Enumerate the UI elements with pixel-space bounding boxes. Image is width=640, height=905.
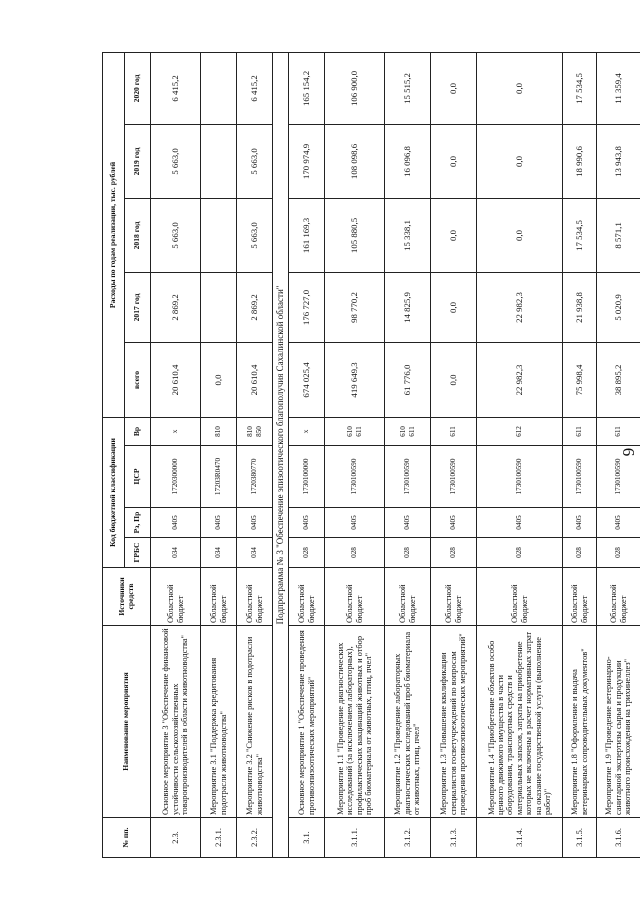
cell-rzpr: 0405: [563, 508, 597, 538]
cell-vr: 612: [477, 417, 563, 445]
cell-source: Областной бюджет: [325, 568, 385, 626]
cell-num: 3.1.1.: [325, 818, 385, 858]
rotated-page: [102, 53, 633, 858]
cell-source: Областной бюджет: [477, 568, 563, 626]
page-number: 6: [619, 447, 638, 457]
cell-csr: 1720380770: [237, 446, 273, 508]
header-vr: Вр: [125, 417, 151, 445]
cell-2019: 170 974,9: [289, 124, 325, 198]
cell-total: 0,0: [431, 342, 477, 417]
cell-name: Мероприятие 1.3 "Повышение квалификации специалистов госветучреждений по вопросам проведения противоэпизоотических мероприятий": [431, 626, 477, 818]
cell-csr: 1720300000: [151, 446, 201, 508]
cell-2020: 165 154,2: [289, 52, 325, 124]
cell-2017: 5 020,9: [597, 272, 640, 342]
cell-name: Мероприятие 1.4 "Приобретение объектов особо ценного движимого имущества в части оборудования, транспортных средств и материальных запасов, затраты на приобретение которых не включены в расчет нормативных затрат на оказание государственной услуги (выполнение работ)": [477, 626, 563, 818]
cell-grbs: 034: [201, 538, 237, 568]
cell-2020: 0,0: [431, 52, 477, 124]
cell-total: 20 610,4: [151, 342, 201, 417]
cell-csr: 1730100590: [325, 446, 385, 508]
cell-2020: [201, 52, 237, 124]
cell-total: 75 998,4: [563, 342, 597, 417]
cell-grbs: 028: [289, 538, 325, 568]
cell-2020: 11 359,4: [597, 52, 640, 124]
cell-vr: 810: [201, 417, 237, 445]
cell-2017: 0,0: [431, 272, 477, 342]
cell-grbs: 028: [325, 538, 385, 568]
cell-2018: 0,0: [477, 198, 563, 272]
cell-2019: [201, 124, 237, 198]
cell-grbs: 028: [385, 538, 431, 568]
cell-vr: 611: [563, 417, 597, 445]
cell-2018: [201, 198, 237, 272]
table-row: [151, 52, 201, 857]
cell-rzpr: 0405: [431, 508, 477, 538]
section-row: [273, 52, 289, 857]
cell-2018: 17 534,5: [563, 198, 597, 272]
cell-num: 3.1.6.: [597, 818, 640, 858]
cell-csr: 1730100590: [597, 446, 640, 508]
cell-num: 2.3.: [151, 818, 201, 858]
cell-total: 20 610,4: [237, 342, 273, 417]
cell-2019: 0,0: [431, 124, 477, 198]
table-row: [237, 52, 273, 857]
table-row: [477, 52, 563, 857]
cell-2020: 106 900,0: [325, 52, 385, 124]
cell-csr: 1730100590: [385, 446, 431, 508]
table-row: [385, 52, 431, 857]
cell-2020: 6 415,2: [237, 52, 273, 124]
cell-vr: х: [151, 417, 201, 445]
cell-source: Областной бюджет: [151, 568, 201, 626]
header-2020: 2020 год: [125, 52, 151, 124]
header-2018: 2018 год: [125, 198, 151, 272]
cell-total: 419 649,3: [325, 342, 385, 417]
cell-grbs: 034: [151, 538, 201, 568]
cell-rzpr: 0405: [477, 508, 563, 538]
cell-rzpr: 0405: [201, 508, 237, 538]
cell-vr: х: [289, 417, 325, 445]
cell-rzpr: 0405: [151, 508, 201, 538]
cell-2018: 105 880,5: [325, 198, 385, 272]
cell-2017: 14 825,9: [385, 272, 431, 342]
header-2017: 2017 год: [125, 272, 151, 342]
cell-csr: 1730100590: [477, 446, 563, 508]
cell-2018: 0,0: [431, 198, 477, 272]
table-row: [597, 52, 640, 857]
cell-csr: 1730100000: [289, 446, 325, 508]
cell-2019: 5 663,0: [237, 124, 273, 198]
cell-vr: 610 611: [325, 417, 385, 445]
cell-source: Областной бюджет: [431, 568, 477, 626]
cell-2019: 0,0: [477, 124, 563, 198]
cell-name: Основное мероприятие 1 "Обеспечение проведения противоэпизоотических мероприятий": [289, 626, 325, 818]
cell-source: Областной бюджет: [237, 568, 273, 626]
cell-name: Мероприятие 1.1 "Проведение диагностических исследований (за исключением лабораторных), профилактических вакцинаций животных и отбор проб биоматериала от животных, птиц, пчел": [325, 626, 385, 818]
cell-2017: 21 938,8: [563, 272, 597, 342]
cell-source: Областной бюджет: [563, 568, 597, 626]
header-budget-code: Код бюджетной классификации: [103, 417, 125, 567]
cell-2019: 13 943,8: [597, 124, 640, 198]
cell-num: 3.1.2.: [385, 818, 431, 858]
cell-2020: 0,0: [477, 52, 563, 124]
cell-2017: 2 869,2: [151, 272, 201, 342]
cell-2018: 15 338,1: [385, 198, 431, 272]
cell-2017: 98 770,2: [325, 272, 385, 342]
cell-csr: 1730100590: [431, 446, 477, 508]
cell-csr: 17203R0470: [201, 446, 237, 508]
cell-num: 2.3.2.: [237, 818, 273, 858]
header-total: всего: [125, 342, 151, 417]
cell-rzpr: 0405: [597, 508, 640, 538]
cell-2018: 161 169,3: [289, 198, 325, 272]
cell-2018: 5 663,0: [237, 198, 273, 272]
cell-2019: 18 990,6: [563, 124, 597, 198]
header-expenses: Расходы по годам реализации, тыс. рублей: [103, 52, 125, 417]
cell-source: Областной бюджет: [201, 568, 237, 626]
cell-source: Областной бюджет: [385, 568, 431, 626]
cell-2017: 2 869,2: [237, 272, 273, 342]
cell-total: 674 025,4: [289, 342, 325, 417]
cell-2020: 15 515,2: [385, 52, 431, 124]
cell-2018: 8 571,1: [597, 198, 640, 272]
cell-2020: 6 415,2: [151, 52, 201, 124]
cell-rzpr: 0405: [325, 508, 385, 538]
cell-2017: 22 982,3: [477, 272, 563, 342]
header-grbs: ГРБС: [125, 538, 151, 568]
cell-2017: 176 727,0: [289, 272, 325, 342]
cell-grbs: 034: [237, 538, 273, 568]
cell-grbs: 028: [563, 538, 597, 568]
cell-2020: 17 534,5: [563, 52, 597, 124]
cell-rzpr: 0405: [237, 508, 273, 538]
cell-rzpr: 0405: [385, 508, 431, 538]
cell-name: Мероприятие 3.1 "Поддержка кредитования подотрасли животноводства": [201, 626, 237, 818]
cell-source: Областной бюджет: [597, 568, 640, 626]
header-source: Источники средств: [103, 568, 151, 626]
cell-total: 0,0: [201, 342, 237, 417]
header-num: № пп.: [103, 818, 151, 858]
table-row: [289, 52, 325, 857]
table-row: [201, 52, 237, 857]
cell-vr: 810 850: [237, 417, 273, 445]
cell-2018: 5 663,0: [151, 198, 201, 272]
cell-name: Мероприятие 3.2 "Снижение рисков в подотрасли животноводства": [237, 626, 273, 818]
cell-grbs: 028: [431, 538, 477, 568]
cell-num: 3.1.3.: [431, 818, 477, 858]
cell-grbs: 028: [597, 538, 640, 568]
cell-2019: 5 663,0: [151, 124, 201, 198]
table-row: [563, 52, 597, 857]
cell-num: 3.1.4.: [477, 818, 563, 858]
header-rzpr: Рз, Пр: [125, 508, 151, 538]
header-2019: 2019 год: [125, 124, 151, 198]
cell-num: 2.3.1.: [201, 818, 237, 858]
cell-vr: 611: [597, 417, 640, 445]
table-row: [431, 52, 477, 857]
budget-table: [102, 52, 640, 858]
header-name: Наименование мероприятия: [103, 626, 151, 818]
cell-csr: 1730100590: [563, 446, 597, 508]
cell-total: 38 895,2: [597, 342, 640, 417]
cell-name: Основное мероприятие 3 "Обеспечение финансовой устойчивости сельскохозяйственных товаропроизводителей в области животноводства": [151, 626, 201, 818]
cell-2019: 16 096,8: [385, 124, 431, 198]
cell-total: 61 776,0: [385, 342, 431, 417]
cell-name: Мероприятие 1.8 "Оформление и выдача ветеринарных сопроводительных документов": [563, 626, 597, 818]
header-csr: ЦСР: [125, 446, 151, 508]
cell-num: 3.1.: [289, 818, 325, 858]
cell-vr: 610 611: [385, 417, 431, 445]
cell-name: Мероприятие 1.9 "Проведение ветеринарно-санитарной экспертизы сырья и продукции животного происхождения на трихинеллез": [597, 626, 640, 818]
cell-rzpr: 0405: [289, 508, 325, 538]
cell-name: Мероприятие 1.2 "Проведение лабораторных диагностических исследований проб биоматериала от животных, птиц, пчел": [385, 626, 431, 818]
cell-total: 22 982,3: [477, 342, 563, 417]
cell-vr: 611: [431, 417, 477, 445]
table-row: [325, 52, 385, 857]
cell-2017: [201, 272, 237, 342]
cell-num: 3.1.5.: [563, 818, 597, 858]
subprogram-title: Подпрограмма № 3 "Обеспечение эпизоотического благополучия Сахалинской области": [273, 52, 289, 857]
cell-2019: 108 098,6: [325, 124, 385, 198]
cell-source: Областной бюджет: [289, 568, 325, 626]
cell-grbs: 028: [477, 538, 563, 568]
